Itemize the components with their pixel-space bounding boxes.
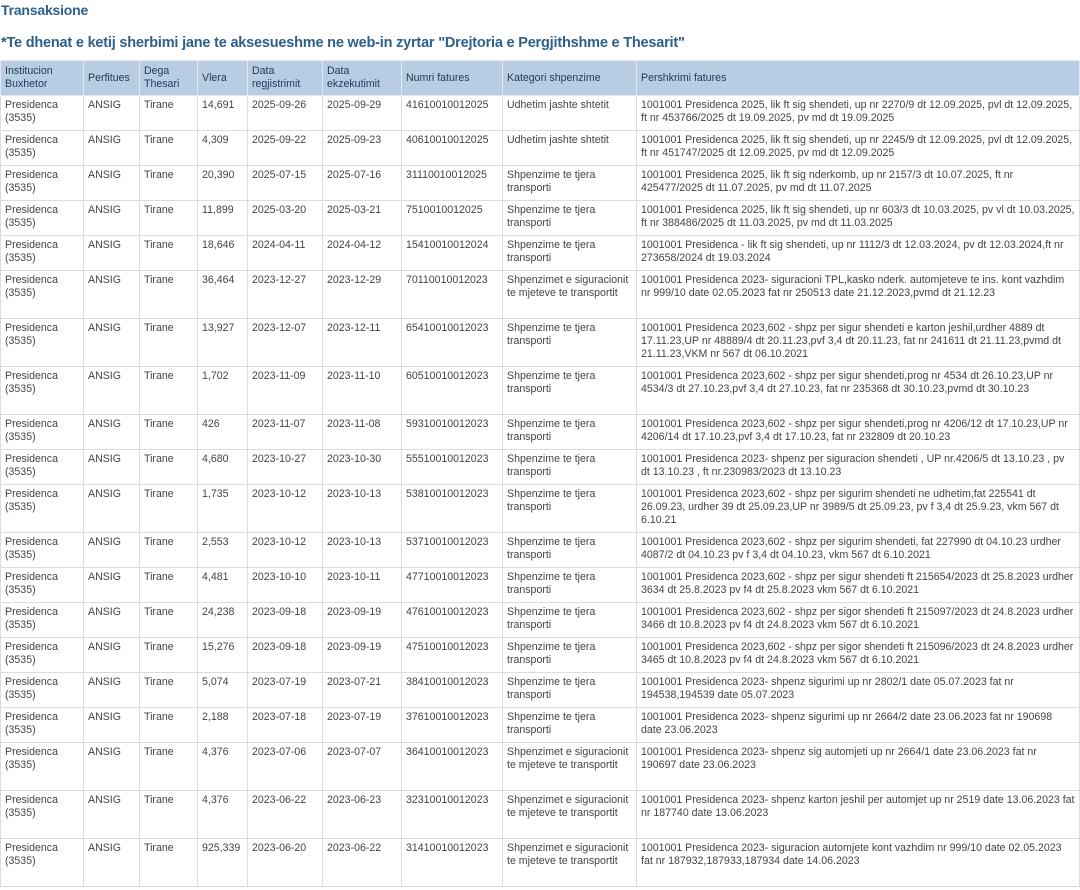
cell-invoice-description: 1001001 Presidenca 2023- shpenz per siguracion shendeti , UP nr.4206/5 dt 13.10.23 , pv dt 13.10.23 , ft nr.230983/2023 dt 13.10.23	[637, 450, 1080, 485]
cell-expense-category: Shpenzimet e siguracionit te mjeteve te transportit	[503, 791, 637, 839]
cell-registration-date: 2023-12-07	[248, 319, 323, 367]
cell-registration-date: 2023-07-06	[248, 743, 323, 791]
cell-execution-date: 2023-10-11	[323, 568, 402, 603]
cell-institution: Presidenca (3535)	[1, 708, 84, 743]
cell-treasury-branch: Tirane	[140, 367, 198, 415]
cell-execution-date: 2025-09-23	[323, 131, 402, 166]
cell-amount: 426	[198, 415, 248, 450]
cell-invoice-description: 1001001 Presidenca 2023,602 - shpz per sigurim shendeti, fat 227990 dt 04.10.23 urdher 4087/2 dt 04.10.23 pv f 3,4 dt 04.10.23, vkm 567 dt 6.10.2021	[637, 533, 1080, 568]
cell-beneficiary: ANSIG	[84, 131, 140, 166]
cell-expense-category: Shpenzime te tjera transporti	[503, 201, 637, 236]
table-row	[1, 533, 1080, 568]
cell-treasury-branch: Tirane	[140, 236, 198, 271]
column-header-expense-category[interactable]: Kategori shpenzime	[503, 61, 637, 96]
cell-beneficiary: ANSIG	[84, 367, 140, 415]
cell-invoice-description: 1001001 Presidenca 2023,602 - shpz per sigur shendeti ft 215654/2023 dt 25.8.2023 urdher 3634 dt 25.8.2023 pv f4 dt 25.8.2023 vkm 567 dt 6.10.2021	[637, 568, 1080, 603]
cell-treasury-branch: Tirane	[140, 271, 198, 319]
table-row	[1, 96, 1080, 131]
cell-beneficiary: ANSIG	[84, 96, 140, 131]
cell-amount: 4,376	[198, 791, 248, 839]
cell-invoice-description: 1001001 Presidenca 2023,602 - shpz per sigur shendeti e karton jeshil,urdher 4889 dt 17.11.23,UP nr 48889/4 dt 20.11.23,pvf 3,4 dt 20.11.23, fat nr 241611 dt 21.11.23,pvmd dt 21.11.23,VKM nr 567 dt 06.10.2021	[637, 319, 1080, 367]
cell-execution-date: 2023-10-13	[323, 485, 402, 533]
column-header-registration-date[interactable]: Data regjistrimit	[248, 61, 323, 96]
cell-institution: Presidenca (3535)	[1, 236, 84, 271]
cell-expense-category: Shpenzime te tjera transporti	[503, 450, 637, 485]
cell-registration-date: 2023-10-10	[248, 568, 323, 603]
cell-treasury-branch: Tirane	[140, 450, 198, 485]
cell-amount: 13,927	[198, 319, 248, 367]
cell-institution: Presidenca (3535)	[1, 603, 84, 638]
cell-institution: Presidenca (3535)	[1, 673, 84, 708]
table-row	[1, 708, 1080, 743]
cell-institution: Presidenca (3535)	[1, 367, 84, 415]
cell-institution: Presidenca (3535)	[1, 638, 84, 673]
cell-institution: Presidenca (3535)	[1, 271, 84, 319]
cell-execution-date: 2023-12-29	[323, 271, 402, 319]
table-row	[1, 236, 1080, 271]
cell-expense-category: Shpenzime te tjera transporti	[503, 166, 637, 201]
cell-treasury-branch: Tirane	[140, 96, 198, 131]
cell-invoice-description: 1001001 Presidenca 2023- shpenz karton jeshil per automjet up nr 2519 date 13.06.2023 fat nr 187740 date 13.06.2023	[637, 791, 1080, 839]
cell-expense-category: Shpenzimet e siguracionit te mjeteve te transportit	[503, 839, 637, 887]
cell-invoice-number: 7510010012025	[402, 201, 503, 236]
cell-invoice-number: 32310010012023	[402, 791, 503, 839]
cell-beneficiary: ANSIG	[84, 673, 140, 708]
cell-institution: Presidenca (3535)	[1, 533, 84, 568]
cell-expense-category: Shpenzime te tjera transporti	[503, 708, 637, 743]
table-row	[1, 839, 1080, 887]
cell-registration-date: 2023-10-12	[248, 533, 323, 568]
cell-invoice-description: 1001001 Presidenca 2025, lik ft sig shendeti, up nr 603/3 dt 10.03.2025, pv vl dt 10.03.2025, ft nr 388486/2025 dt 11.03.2025, pv md dt 11.03.2025	[637, 201, 1080, 236]
cell-expense-category: Shpenzime te tjera transporti	[503, 485, 637, 533]
cell-invoice-description: 1001001 Presidenca 2023- siguracion automjete kont vazhdim nr 999/10 date 02.05.2023 fat nr 187932,187933,187934 date 14.06.2023	[637, 839, 1080, 887]
column-header-invoice-description[interactable]: Pershkrimi fatures	[637, 61, 1080, 96]
table-row	[1, 367, 1080, 415]
column-header-treasury-branch[interactable]: Dega Thesari	[140, 61, 198, 96]
table-row	[1, 603, 1080, 638]
cell-invoice-description: 1001001 Presidenca 2023- siguracioni TPL,kasko nderk. automjeteve te ins. kont vazhdim nr 999/10 date 02.05.2023 fat nr 250513 date 21.12.2023,pvmd dt 21.12.23	[637, 271, 1080, 319]
cell-treasury-branch: Tirane	[140, 568, 198, 603]
cell-amount: 14,691	[198, 96, 248, 131]
cell-amount: 2,553	[198, 533, 248, 568]
cell-execution-date: 2025-07-16	[323, 166, 402, 201]
cell-beneficiary: ANSIG	[84, 533, 140, 568]
column-header-institution[interactable]: Institucion Buxhetor	[1, 61, 84, 96]
cell-institution: Presidenca (3535)	[1, 319, 84, 367]
column-header-amount[interactable]: Vlera	[198, 61, 248, 96]
cell-registration-date: 2024-04-11	[248, 236, 323, 271]
cell-treasury-branch: Tirane	[140, 603, 198, 638]
cell-expense-category: Shpenzimet e siguracionit te mjeteve te transportit	[503, 743, 637, 791]
cell-beneficiary: ANSIG	[84, 603, 140, 638]
cell-invoice-description: 1001001 Presidenca - lik ft sig shendeti, up nr 1112/3 dt 12.03.2024, pv dt 12.03.2024,ft nr 273658/2024 dt 19.03.2024	[637, 236, 1080, 271]
cell-treasury-branch: Tirane	[140, 485, 198, 533]
cell-beneficiary: ANSIG	[84, 319, 140, 367]
cell-registration-date: 2023-07-19	[248, 673, 323, 708]
cell-amount: 20,390	[198, 166, 248, 201]
table-row	[1, 319, 1080, 367]
cell-expense-category: Shpenzime te tjera transporti	[503, 236, 637, 271]
cell-registration-date: 2023-06-20	[248, 839, 323, 887]
cell-registration-date: 2023-10-12	[248, 485, 323, 533]
cell-execution-date: 2023-10-30	[323, 450, 402, 485]
cell-invoice-number: 40610010012025	[402, 131, 503, 166]
cell-treasury-branch: Tirane	[140, 415, 198, 450]
cell-registration-date: 2023-09-18	[248, 638, 323, 673]
table-row	[1, 201, 1080, 236]
cell-institution: Presidenca (3535)	[1, 201, 84, 236]
cell-amount: 18,646	[198, 236, 248, 271]
cell-execution-date: 2023-10-13	[323, 533, 402, 568]
cell-amount: 4,680	[198, 450, 248, 485]
table-row	[1, 415, 1080, 450]
table-row	[1, 131, 1080, 166]
cell-expense-category: Udhetim jashte shtetit	[503, 96, 637, 131]
cell-invoice-number: 47610010012023	[402, 603, 503, 638]
cell-invoice-number: 47510010012023	[402, 638, 503, 673]
cell-amount: 2,188	[198, 708, 248, 743]
cell-treasury-branch: Tirane	[140, 839, 198, 887]
cell-institution: Presidenca (3535)	[1, 791, 84, 839]
cell-amount: 925,339	[198, 839, 248, 887]
cell-beneficiary: ANSIG	[84, 271, 140, 319]
cell-expense-category: Shpenzime te tjera transporti	[503, 533, 637, 568]
cell-registration-date: 2023-10-27	[248, 450, 323, 485]
cell-treasury-branch: Tirane	[140, 319, 198, 367]
cell-amount: 15,276	[198, 638, 248, 673]
table-row	[1, 743, 1080, 791]
cell-invoice-number: 36410010012023	[402, 743, 503, 791]
table-row	[1, 166, 1080, 201]
cell-expense-category: Shpenzime te tjera transporti	[503, 415, 637, 450]
table-row	[1, 791, 1080, 839]
cell-beneficiary: ANSIG	[84, 791, 140, 839]
cell-execution-date: 2023-09-19	[323, 638, 402, 673]
cell-treasury-branch: Tirane	[140, 166, 198, 201]
table-row	[1, 271, 1080, 319]
cell-institution: Presidenca (3535)	[1, 415, 84, 450]
cell-invoice-description: 1001001 Presidenca 2023- shpenz sigurimi up nr 2802/1 date 05.07.2023 fat nr 194538,194539 date 05.07.2023	[637, 673, 1080, 708]
cell-beneficiary: ANSIG	[84, 485, 140, 533]
cell-execution-date: 2023-06-22	[323, 839, 402, 887]
cell-treasury-branch: Tirane	[140, 533, 198, 568]
cell-treasury-branch: Tirane	[140, 638, 198, 673]
cell-beneficiary: ANSIG	[84, 450, 140, 485]
cell-invoice-description: 1001001 Presidenca 2025, lik ft sig shendeti, up nr 2245/9 dt 12.09.2025, pvl dt 12.09.2025, ft nr 451747/2025 dt 12.09.2025, pv md dt 12.09.2025	[637, 131, 1080, 166]
cell-registration-date: 2023-12-27	[248, 271, 323, 319]
cell-invoice-description: 1001001 Presidenca 2023,602 - shpz per sigor shendeti ft 215097/2023 dt 24.8.2023 urdher 3466 dt 10.8.2023 pv f4 dt 24.8.2023 vkm 567 dt 6.10.2021	[637, 603, 1080, 638]
cell-invoice-description: 1001001 Presidenca 2023,602 - shpz per sigor shendeti ft 215096/2023 dt 24.8.2023 urdher 3465 dt 10.8.2023 pv f4 dt 24.8.2023 vkm 567 dt 6.10.2021	[637, 638, 1080, 673]
cell-beneficiary: ANSIG	[84, 201, 140, 236]
cell-invoice-number: 38410010012023	[402, 673, 503, 708]
cell-invoice-description: 1001001 Presidenca 2023- shpenz sig automjeti up nr 2664/1 date 23.06.2023 fat nr 190697 date 23.06.2023	[637, 743, 1080, 791]
cell-treasury-branch: Tirane	[140, 708, 198, 743]
table-header-row	[1, 61, 1080, 96]
cell-registration-date: 2025-09-26	[248, 96, 323, 131]
cell-execution-date: 2025-09-29	[323, 96, 402, 131]
cell-institution: Presidenca (3535)	[1, 743, 84, 791]
cell-amount: 11,899	[198, 201, 248, 236]
cell-institution: Presidenca (3535)	[1, 485, 84, 533]
cell-beneficiary: ANSIG	[84, 166, 140, 201]
cell-treasury-branch: Tirane	[140, 791, 198, 839]
cell-expense-category: Shpenzimet e siguracionit te mjeteve te transportit	[503, 271, 637, 319]
cell-registration-date: 2023-09-18	[248, 603, 323, 638]
table-row	[1, 638, 1080, 673]
column-header-execution-date[interactable]: Data ekzekutimit	[323, 61, 402, 96]
cell-execution-date: 2023-12-11	[323, 319, 402, 367]
page-title: Transaksione	[1, 2, 89, 18]
cell-treasury-branch: Tirane	[140, 673, 198, 708]
cell-execution-date: 2024-04-12	[323, 236, 402, 271]
cell-execution-date: 2023-09-19	[323, 603, 402, 638]
cell-invoice-description: 1001001 Presidenca 2025, lik ft sig shendeti, up nr 2270/9 dt 12.09.2025, pvl dt 12.09.2025, ft nr 453766/2025 dt 19.09.2025, pv md dt 19.09.2025	[637, 96, 1080, 131]
cell-amount: 36,464	[198, 271, 248, 319]
cell-treasury-branch: Tirane	[140, 743, 198, 791]
cell-invoice-number: 65410010012023	[402, 319, 503, 367]
transactions-table	[0, 60, 1080, 887]
cell-expense-category: Shpenzime te tjera transporti	[503, 367, 637, 415]
cell-expense-category: Shpenzime te tjera transporti	[503, 603, 637, 638]
cell-institution: Presidenca (3535)	[1, 131, 84, 166]
cell-execution-date: 2023-11-10	[323, 367, 402, 415]
cell-amount: 24,238	[198, 603, 248, 638]
data-source-notice: *Te dhenat e ketij sherbimi jane te aksesueshme ne web-in zyrtar "Drejtoria e Pergjithshme e Thesarit"	[1, 35, 685, 51]
cell-invoice-number: 15410010012024	[402, 236, 503, 271]
cell-registration-date: 2025-07-15	[248, 166, 323, 201]
cell-beneficiary: ANSIG	[84, 415, 140, 450]
cell-invoice-description: 1001001 Presidenca 2023,602 - shpz per sigurim shendeti ne udhetim,fat 225541 dt 26.09.23, urdher 39 dt 25.09.23,UP nr 3989/5 dt 25.09.23, pv f 3,4 dt 25.9.23, vkm 567 dt 6.10.21	[637, 485, 1080, 533]
cell-amount: 4,376	[198, 743, 248, 791]
cell-invoice-number: 53810010012023	[402, 485, 503, 533]
table-row	[1, 568, 1080, 603]
cell-registration-date: 2023-06-22	[248, 791, 323, 839]
cell-beneficiary: ANSIG	[84, 236, 140, 271]
cell-treasury-branch: Tirane	[140, 201, 198, 236]
cell-registration-date: 2025-03-20	[248, 201, 323, 236]
cell-execution-date: 2023-06-23	[323, 791, 402, 839]
cell-institution: Presidenca (3535)	[1, 568, 84, 603]
cell-registration-date: 2023-07-18	[248, 708, 323, 743]
cell-institution: Presidenca (3535)	[1, 450, 84, 485]
cell-beneficiary: ANSIG	[84, 638, 140, 673]
cell-invoice-description: 1001001 Presidenca 2023,602 - shpz per sigur shendeti,prog nr 4206/12 dt 17.10.23,UP nr 4206/14 dt 17.10.23,pvf 3,4 dt 17.10.23, fat nr 232809 dt 20.10.23	[637, 415, 1080, 450]
cell-beneficiary: ANSIG	[84, 568, 140, 603]
cell-invoice-number: 53710010012023	[402, 533, 503, 568]
cell-invoice-description: 1001001 Presidenca 2023- shpenz sigurimi up nr 2664/2 date 23.06.2023 fat nr 190698 date 23.06.2023	[637, 708, 1080, 743]
cell-institution: Presidenca (3535)	[1, 96, 84, 131]
cell-expense-category: Shpenzime te tjera transporti	[503, 673, 637, 708]
cell-invoice-number: 37610010012023	[402, 708, 503, 743]
cell-registration-date: 2023-11-09	[248, 367, 323, 415]
cell-institution: Presidenca (3535)	[1, 839, 84, 887]
cell-execution-date: 2023-11-08	[323, 415, 402, 450]
cell-expense-category: Udhetim jashte shtetit	[503, 131, 637, 166]
cell-amount: 4,309	[198, 131, 248, 166]
cell-execution-date: 2023-07-07	[323, 743, 402, 791]
table-row	[1, 450, 1080, 485]
cell-amount: 1,735	[198, 485, 248, 533]
cell-beneficiary: ANSIG	[84, 839, 140, 887]
cell-expense-category: Shpenzime te tjera transporti	[503, 638, 637, 673]
cell-beneficiary: ANSIG	[84, 708, 140, 743]
cell-expense-category: Shpenzime te tjera transporti	[503, 568, 637, 603]
cell-invoice-description: 1001001 Presidenca 2023,602 - shpz per sigur shendeti,prog nr 4534 dt 26.10.23,UP nr 4534/3 dt 27.10.23,pvf 3,4 dt 27.10.23, fat nr 235368 dt 30.10.23,pvmd dt 30.10.23	[637, 367, 1080, 415]
cell-invoice-number: 60510010012023	[402, 367, 503, 415]
cell-beneficiary: ANSIG	[84, 743, 140, 791]
cell-invoice-description: 1001001 Presidenca 2025, lik ft sig nderkomb, up nr 2157/3 dt 10.07.2025, ft nr 425477/2025 dt 11.07.2025, pv md dt 11.07.2025	[637, 166, 1080, 201]
table-row	[1, 485, 1080, 533]
cell-invoice-number: 31410010012023	[402, 839, 503, 887]
cell-amount: 1,702	[198, 367, 248, 415]
cell-invoice-number: 41610010012025	[402, 96, 503, 131]
column-header-invoice-number[interactable]: Numri fatures	[402, 61, 503, 96]
cell-execution-date: 2025-03-21	[323, 201, 402, 236]
cell-invoice-number: 59310010012023	[402, 415, 503, 450]
column-header-beneficiary[interactable]: Perfitues	[84, 61, 140, 96]
cell-invoice-number: 47710010012023	[402, 568, 503, 603]
table-row	[1, 673, 1080, 708]
cell-registration-date: 2023-11-07	[248, 415, 323, 450]
cell-expense-category: Shpenzime te tjera transporti	[503, 319, 637, 367]
cell-registration-date: 2025-09-22	[248, 131, 323, 166]
cell-institution: Presidenca (3535)	[1, 166, 84, 201]
cell-execution-date: 2023-07-19	[323, 708, 402, 743]
cell-amount: 4,481	[198, 568, 248, 603]
cell-amount: 5,074	[198, 673, 248, 708]
cell-execution-date: 2023-07-21	[323, 673, 402, 708]
cell-treasury-branch: Tirane	[140, 131, 198, 166]
cell-invoice-number: 55510010012023	[402, 450, 503, 485]
table-body	[1, 96, 1080, 887]
cell-invoice-number: 70110010012023	[402, 271, 503, 319]
cell-invoice-number: 31110010012025	[402, 166, 503, 201]
